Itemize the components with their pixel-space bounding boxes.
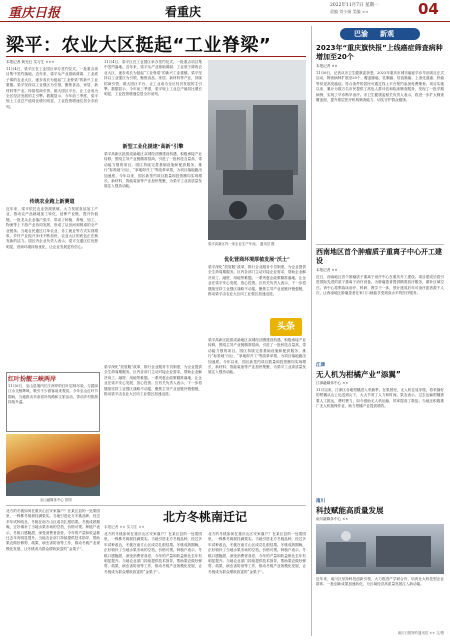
drone-citrus-text: 11月以来，江津区各地柑橘进入采摘季。在果园里，无人机往返穿梭，将采摘好的柑橘从山上运送到山下，大大节省了人力和时间。果农表示，过去运输柑橘需要人工挑运，费时费力，如今借助无人机运输，效率提高了数倍。当地还积极推广无人机植保作业，助力柑橘产业提质增效。 <box>316 388 444 409</box>
nanchuan-label: 南川 <box>316 499 325 504</box>
bottom-story-byline: 本报记者 ×× 实习生 ×× <box>104 525 145 529</box>
headline-stamp-label: 头条 <box>276 322 295 332</box>
drone-citrus-title: 无人机为柑橘产业“添翼” <box>316 370 401 379</box>
sidebar-rule-1 <box>316 244 444 245</box>
lead-byline: 本报记者 黄光红 实习生 ××× <box>6 60 55 64</box>
lower-col-a: 梁平深化“放管服”改革，推行企业服务专员制度，为企业提供全生命周期服务。区内各部门主动对接企业需求，帮助企业解决用工、融资、用地等难题。一系列惠企政策精准落地，让企业在梁平安心发展、放心投资。区有关负责人表示，下一步将继续坚持工业强区战略不动摇，聚焦主导产业延链补链强链，推动梁平由农业大区向工业强区加速迈进。 <box>104 365 202 397</box>
factory-photo-art <box>208 60 306 240</box>
bottom-story-rule <box>6 505 306 506</box>
autumn-title: 红叶扮靓三峡两岸 <box>8 376 57 383</box>
headline-rule <box>6 56 306 57</box>
jiangjin-label: 江津 <box>316 363 325 368</box>
bottom-mid-text: 北方的冬桃如何在重庆山区安家落户？在某区县的一处果园里，一株株冬桃树挂满果实。当地引进北方冬桃品种，经过多年试种改良，冬桃在南方山区成功扎根结果。冬桃成熟期晚，正好填补了当地水果市场的空档，价格可观。种植户表示，冬桃口感脆甜，深受消费者喜爱，今年的产量和收益都比去年有明显提升。当地农业部门持续提供技术指导，帮助果农做好修剪、疏果、病虫害防治等工作，推动冬桃产业规模化发展，让冬桃成为群众增收致富的“金果子”。 <box>104 532 202 574</box>
photo-caption: 梁平高新区内一家企业生产车间。 通讯员 摄 <box>208 242 275 246</box>
autumn-photo <box>6 434 100 496</box>
cancer-screening-text: 11月6日，记者从市卫生健康委获悉，2023年重庆市城市癌症早诊早治项目正式启动，筛查病种扩展至20个，覆盖肺癌、乳腺癌、结直肠癌、上消化道癌、肝癌等常见高发癌症。符合条件的居民可通过线上平台预约参加免费筛查。项目实施以来，累计为数万名市民提供了高危人群评估和临床筛查服务，发现了一批早期病例，实现了早诊断早治疗。市卫生健康委相关负责人表示，将进一步扩大筛查覆盖面，提升基层医疗机构筛查能力，切实守护群众健康。 <box>316 71 444 103</box>
bottom-left-text: 北方的冬桃如何在重庆山区安家落户？在某区县的一处果园里，一株株冬桃树挂满果实。当地引进北方冬桃品种，经过多年试种改良，冬桃在南方山区成功扎根结果。冬桃成熟期晚，正好填补了当地水果市场的空档，价格可观。种植户表示，冬桃口感脆甜，深受消费者喜爱，今年的产量和收益都比去年有明显提升。当地农业部门持续提供技术指导，帮助果农做好修剪、疏果、病虫害防治等工作，推动冬桃产业规模化发展，让冬桃成为群众增收致富的“金果子”。 <box>6 509 100 551</box>
cancer-screening-byline: 本报记者 ×× <box>316 64 338 68</box>
lead-text: 11月4日，梁平区在工业园区举办签约仪式，一批重点项目集中签约落地。近年来，梁平从产业基础薄弱、工业底子薄的农业大区，逐步成长为挺起“工业脊梁”的新兴工业重镇。梁平坚持以工业强区为引领，聚焦食品、家居、新材料等产业，持续招商引资、做大园区平台，让工业成为全区经济发展的主引擎。数据显示，今年前三季度，梁平规上工业总产值同比增长明显，工业投资增速位居全市前列。 <box>6 67 98 109</box>
sidebar-badge-label2: 新观 <box>380 30 394 38</box>
tech-photo-art <box>316 524 444 574</box>
page-number: 04 <box>418 0 439 18</box>
section-name: 看重庆 <box>165 5 202 19</box>
masthead <box>0 0 450 22</box>
tech-empowerment-text: 近年来，南川区坚持科技创新引领，大力推进产学研合作，培育壮大科技型企业群体。一批创新成果加速转化，为区域经济高质量发展注入新动能。 <box>316 577 444 587</box>
sub2-text: 梁平高新区抢抓成渝地区双城经济圈建设机遇，积极承接产业转移，围绕主导产业链精准招商，引进了一批科技含量高、带动能力强的项目。园区持续完善基础设施和配套服务，推行“标准地”出让、“拿地即开工”等改革举措，为项目落地跑出加速度。今年以来，园区新签约项目数量和投资额均实现增长，新材料、智能装备等产业加快集聚，为梁平工业高质量发展注入强劲动能。 <box>104 152 202 189</box>
subhead-traditional-agriculture: 传统农业跑上新赛道 <box>29 199 75 205</box>
autumn-photo-art <box>6 434 100 496</box>
drone-citrus-byline: 江津融媒体中心 ×× <box>316 381 349 385</box>
tech-empowerment-title: 科技赋能高质量发展 <box>316 506 384 515</box>
editor-line: 责编 刘小娟 美编 ×× <box>330 9 369 14</box>
middle-col-text-a: 11月4日，梁平区在工业园区举办签约仪式，一批重点项目集中签约落地。近年来，梁平从产业基础薄弱、工业底子薄的农业大区，逐步成长为挺起“工业脊梁”的新兴工业重镇。梁平坚持以工业强区为引领，聚焦食品、家居、新材料等产业，持续招商引资、做大园区平台，让工业成为全区经济发展的主引擎。数据显示，今年前三季度，梁平规上工业总产值同比增长明显，工业投资增速位居全市前列。 <box>104 60 202 97</box>
subhead-business-environment: 优化营商环境厚植发展“沃土” <box>224 257 290 263</box>
sidebar-badge <box>340 28 420 40</box>
sub1-text: 近年来，梁平依托农业资源禀赋，大力发展食品加工产业，推动农产品就地加工转化，延伸产业链、提升价值链。一批龙头企业落户梁平，带动了种植、养殖、加工、物流等上下游产业协同发展，形成了从田间到餐桌的全产业链条。当地农民通过订单农业、务工就业等方式实现增收，乡村产业振兴步伐不断加快，农业大区的底色正在焕发新的活力。园区内企业负责人表示，梁平交通区位优势明显，营商环境持续优化，让企业发展更有信心。 <box>6 207 98 249</box>
bottom-right-text: 北方的冬桃如何在重庆山区安家落户？在某区县的一处果园里，一株株冬桃树挂满果实。当地引进北方冬桃品种，经过多年试种改良，冬桃在南方山区成功扎根结果。冬桃成熟期晚，正好填补了当地水果市场的空档，价格可观。种植户表示，冬桃口感脆甜，深受消费者喜爱，今年的产量和收益都比去年有明显提升。当地农业部门持续提供技术指导，帮助果农做好修剪、疏果、病虫害防治等工作，推动冬桃产业规模化发展，让冬桃成为群众增收致富的“金果子”。 <box>208 532 306 574</box>
headline-stamp <box>270 318 302 336</box>
tech-empowerment-byline: 南川融媒体中心 ×× <box>316 517 349 521</box>
autumn-credit: 巫山融媒体中心 供图 <box>40 498 72 502</box>
autumn-text: 11月6日，巫山县境内长江两岸的红叶层林尽染，与碧绿江水交相辉映，吸引不少游客前来观赏。今年巫山红叶节期间，当地推出多条赏叶线路和文旅活动，带动乡村旅游持续升温。 <box>8 384 98 405</box>
factory-photo <box>208 60 306 240</box>
sub3-text: 梁平深化“放管服”改革，推行企业服务专员制度，为企业提供全生命周期服务。区内各部门主动对接企业需求，帮助企业解决用工、融资、用地等难题。一系列惠企政策精准落地，让企业在梁平安心发展、放心投资。区有关负责人表示，下一步将继续坚持工业强区战略不动摇，聚焦主导产业延链补链强链，推动梁平由农业大区向工业强区加速迈进。 <box>208 265 306 297</box>
sidebar-badge-label: 巴渝 <box>354 30 368 38</box>
bottom-story-title: 北方冬桃南迁记 <box>162 510 247 524</box>
issue-date: 2022年11月7日 星期一 <box>330 3 379 8</box>
lower-col-b: 梁平高新区抢抓成渝地区双城经济圈建设机遇，积极承接产业转移，围绕主导产业链精准招商，引进了一批科技含量高、带动能力强的项目。园区持续完善基础设施和配套服务，推行“标准地”出让、“拿地即开工”等改革举措，为项目落地跑出加速度。今年以来，园区新签约项目数量和投资额均实现增长，新材料、智能装备等产业加快集聚，为梁平工业高质量发展注入强劲动能。 <box>208 338 306 375</box>
sidebar-footer: 南川日报特约通讯员 ×× 文/图 <box>397 631 444 635</box>
cancer-screening-title: 2023年“重庆旗快报”上线癌症筛查病种增加至20个 <box>316 44 443 61</box>
tech-empowerment-photo <box>316 524 444 574</box>
subhead-new-industrialization: 新型工业化提速“高新”引擎 <box>122 144 184 150</box>
newspaper-logo: 重庆日报 <box>8 6 61 21</box>
proton-center-byline: 本报记者 ×× <box>316 268 338 272</box>
main-headline: 梁平：农业大区挺起“工业脊梁” <box>6 35 272 56</box>
proton-center-text: 近日，西南地区首个肿瘤质子重离子治疗中心在重庆开工建设。项目建成后将引进国际先进的质子重离子治疗设备，为肿瘤患者提供精准放疗服务，填补区域空白。该中心将集临床治疗、科研、教学于一体，预计建成后年可治疗患者数千人次，让西南地区肿瘤患者在家门口就能享受到高水平的医疗服务。 <box>316 275 444 296</box>
proton-center-title: 西南地区首个肿瘤质子重离子中心开工建设 <box>316 248 442 265</box>
sidebar-divider <box>311 26 312 636</box>
